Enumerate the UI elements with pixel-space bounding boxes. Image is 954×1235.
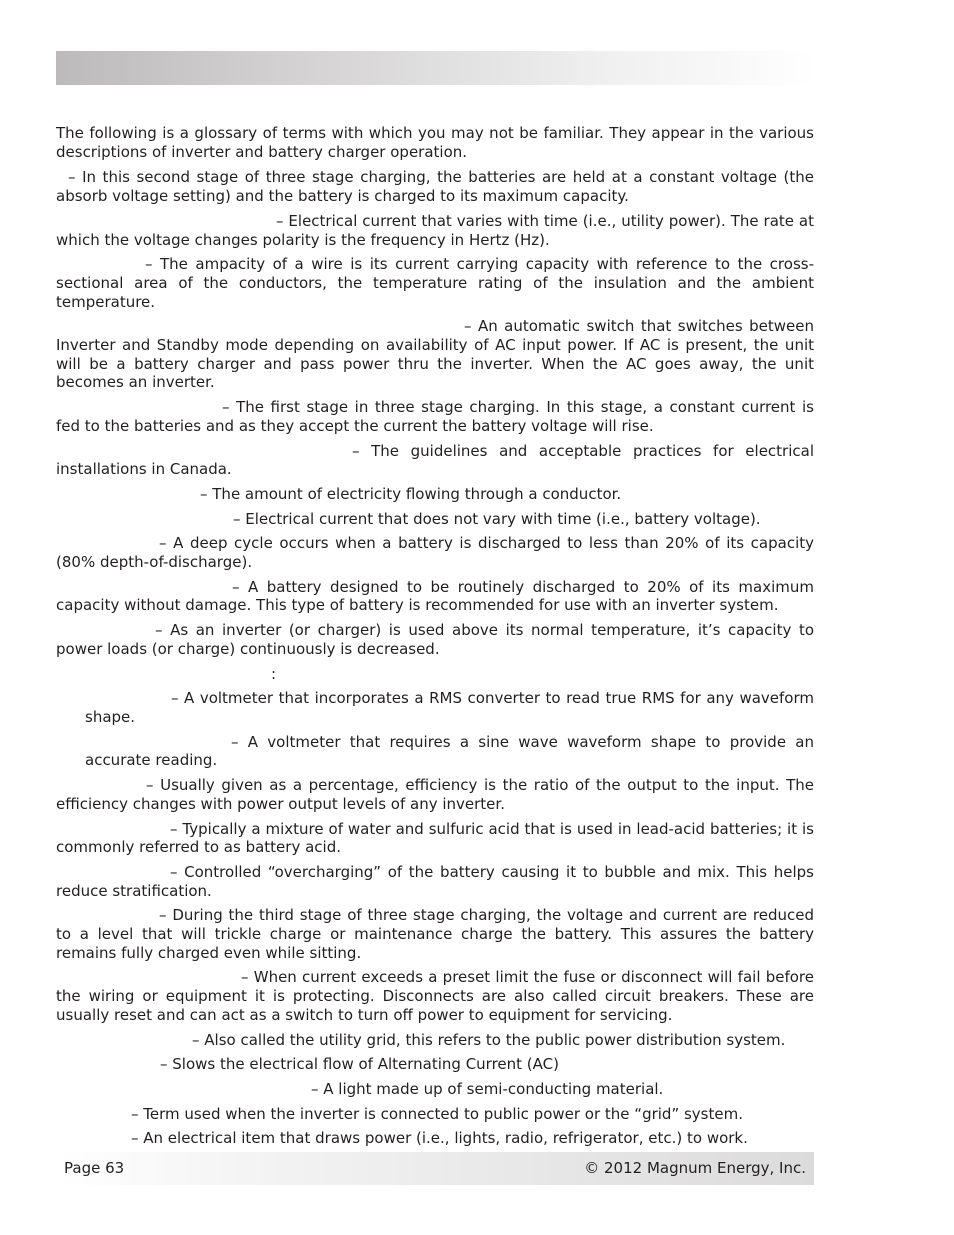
page-number: Page 63 [64, 1159, 125, 1177]
glossary-definition: – Electrical current that varies with time (i.e., utility power). The rate at which the voltage changes polarity is the frequency in Hertz (Hz). [56, 211, 814, 249]
glossary-entry [56, 1105, 814, 1124]
glossary-entry [56, 621, 814, 658]
glossary-definition: – An electrical item that draws power (i.e., lights, radio, refrigerator, etc.) to work. [131, 1129, 748, 1148]
glossary-entry [56, 510, 814, 529]
glossary-definition: : [271, 664, 277, 683]
glossary-definition: – A deep cycle occurs when a battery is discharged to less than 20% of its capacity (80% depth-of-discharge). [56, 534, 814, 572]
glossary-definition: – A light made up of semi-conducting material. [311, 1079, 664, 1098]
glossary-entry [56, 863, 814, 900]
glossary-entry [56, 689, 814, 726]
glossary-definition: – As an inverter (or charger) is used above its normal temperature, it’s capacity to power loads (or charge) continuously is decreased. [56, 621, 814, 658]
glossary-definition: – The first stage in three stage charging. In this stage, a constant current is fed to the batteries and as they accept the current the battery voltage will rise. [56, 398, 814, 435]
glossary-content [56, 124, 814, 1154]
glossary-definition: – A battery designed to be routinely discharged to 20% of its maximum capacity without damage. This type of battery is recommended for use with an inverter system. [56, 577, 814, 615]
glossary-definition: – Electrical current that does not vary with time (i.e., battery voltage). [233, 509, 761, 528]
glossary-entry [56, 485, 814, 504]
glossary-entry [56, 968, 814, 1024]
glossary-definition: – Controlled “overcharging” of the battery causing it to bubble and mix. This helps reduce stratification. [56, 862, 814, 900]
glossary-definition: – Term used when the inverter is connected to public power or the “grid” system. [131, 1104, 743, 1123]
glossary-entry [56, 1031, 814, 1050]
glossary-definition: – The guidelines and acceptable practices for electrical installations in Canada. [56, 441, 814, 479]
glossary-entry [56, 733, 814, 770]
glossary-entry [56, 212, 814, 249]
glossary-entry [56, 255, 814, 311]
glossary-definition: – During the third stage of three stage charging, the voltage and current are reduced to a level that will trickle charge or maintenance charge the battery. This assures the battery remains fully charged even while sitting. [56, 906, 814, 962]
glossary-intro: The following is a glossary of terms with which you may not be familiar. They appear in the various descriptions of inverter and battery charger operation. [56, 124, 814, 161]
header-bar [56, 51, 816, 85]
glossary-definition: – Typically a mixture of water and sulfuric acid that is used in lead-acid batteries; it is commonly referred to as battery acid. [56, 819, 814, 857]
glossary-definition: – The amount of electricity flowing through a conductor. [200, 484, 622, 503]
glossary-entry [56, 534, 814, 571]
glossary-entry [56, 168, 814, 205]
glossary-entry [56, 820, 814, 857]
glossary-entry [56, 665, 814, 684]
glossary-entry [56, 317, 814, 392]
glossary-list [56, 168, 814, 1148]
glossary-entry [56, 1055, 814, 1074]
glossary-entry [56, 906, 814, 962]
glossary-entry [56, 1129, 814, 1148]
glossary-entry [56, 578, 814, 615]
glossary-definition: – In this second stage of three stage charging, the batteries are held at a constant voltage (the absorb voltage setting) and the battery is charged to its maximum capacity. [56, 168, 814, 206]
glossary-definition: – The ampacity of a wire is its current carrying capacity with reference to the cross-sectional area of the conductors, the temperature rating of the insulation and the ambient temperature. [56, 255, 814, 311]
glossary-definition: – Slows the electrical flow of Alternating Current (AC) [160, 1055, 559, 1074]
glossary-definition: – When current exceeds a preset limit the fuse or disconnect will fail before the wiring or equipment it is protecting. Disconnects are also called circuit breakers. These are usually reset and can act as a switch to turn off power to equipment for servicing. [56, 968, 814, 1024]
glossary-entry [56, 398, 814, 435]
glossary-definition: – A voltmeter that requires a sine wave waveform shape to provide an accurate reading. [85, 732, 814, 770]
glossary-definition: – A voltmeter that incorporates a RMS converter to read true RMS for any waveform shape. [85, 689, 814, 726]
glossary-definition: – Usually given as a percentage, efficiency is the ratio of the output to the input. The efficiency changes with power output levels of any inverter. [56, 776, 814, 813]
glossary-definition: – An automatic switch that switches between Inverter and Standby mode depending on availability of AC input power. If AC is present, the unit will be a battery charger and pass power thru the inverter. When the AC goes away, the unit becomes an inverter. [56, 317, 814, 392]
glossary-definition: – Also called the utility grid, this refers to the public power distribution system. [192, 1030, 786, 1049]
glossary-entry [56, 776, 814, 813]
glossary-entry [56, 442, 814, 479]
copyright-notice: © 2012 Magnum Energy, Inc. [584, 1159, 806, 1177]
glossary-entry [56, 1080, 814, 1099]
page-footer [56, 1152, 814, 1185]
